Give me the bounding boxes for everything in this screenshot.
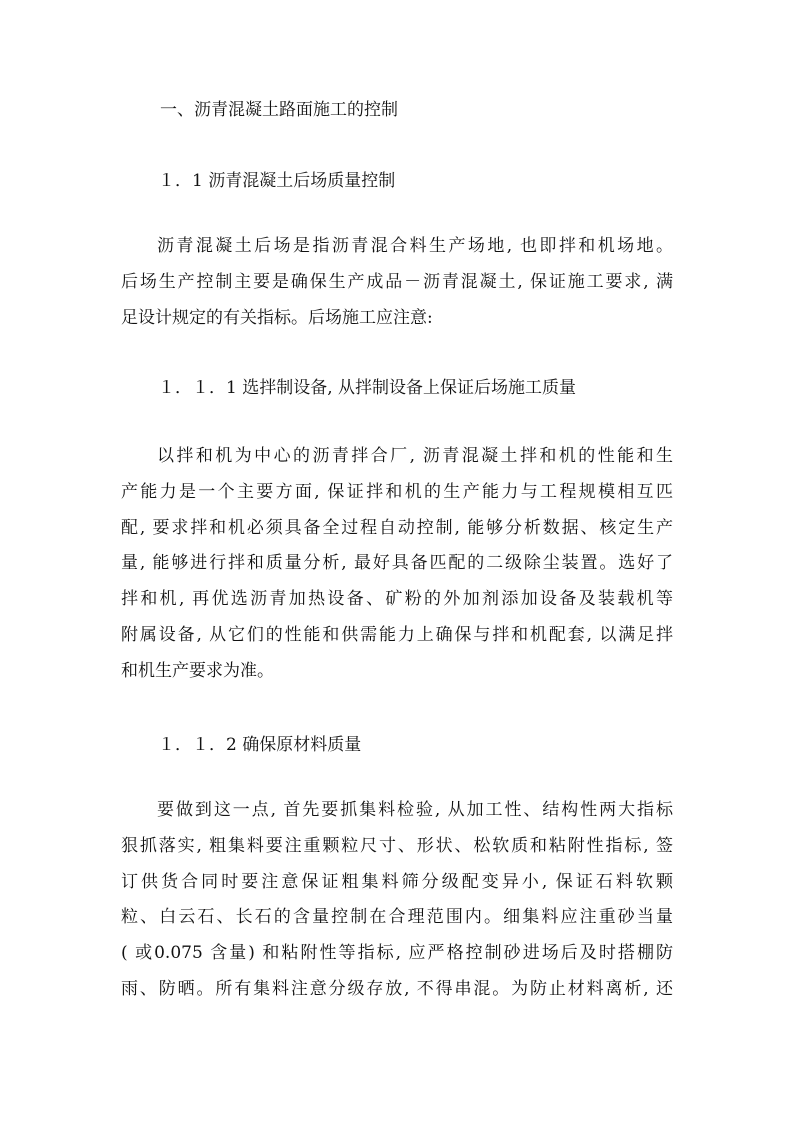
paragraph-line: 足设计规定的有关指标。后场施工应注意:: [121, 307, 433, 328]
subsection-heading: １．1 沥青混凝土后场质量控制: [158, 171, 396, 191]
paragraph-line: 订供货合同时要注意保证粗集料筛分级配变异小, 保证石料软颗: [121, 871, 673, 892]
paragraph-line: 沥青混凝土后场是指沥青混合料生产场地, 也即拌和机场地。: [157, 236, 673, 256]
paragraph-line: 拌和机, 再优选沥青加热设备、矿粉的外加剂添加设备及装载机等: [121, 589, 673, 610]
paragraph-line: 粒、白云石、长石的含量控制在合理范围内。细集料应注重砂当量: [121, 907, 673, 928]
paragraph-raw-materials: [121, 793, 673, 1008]
paragraph-line: 附属设备, 从它们的性能和供需能力上确保与拌和机配套, 以满足拌: [121, 624, 673, 645]
section-heading: 一、沥青混凝土路面施工的控制: [160, 100, 398, 120]
paragraph-line: ( 或0.075 含量) 和粘附性等指标, 应严格控制砂进场后及时搭棚防: [121, 943, 673, 964]
paragraph-line: 后场生产控制主要是确保生产成品－沥青混凝土, 保证施工要求, 满: [121, 271, 673, 292]
paragraph-line: 配, 要求拌和机必须具备全过程自动控制, 能够分析数据、核定生产: [121, 517, 673, 538]
paragraph-line: 以拌和机为中心的沥青拌合厂, 沥青混凝土拌和机的性能和生: [157, 446, 673, 466]
paragraph-line: 量, 能够进行拌和质量分析, 最好具备匹配的二级除尘装置。选好了: [121, 553, 673, 574]
paragraph-line: 雨、防晒。所有集料注意分级存放, 不得串混。为防止材料离析, 还: [121, 978, 673, 999]
paragraph-line: 和机生产要求为准。: [121, 660, 274, 681]
paragraph-mixing-equipment: [121, 439, 673, 690]
paragraph-line: 狠抓落实, 粗集料要注重颗粒尺寸、形状、松软质和粘附性指标, 签: [121, 835, 673, 856]
paragraph-backyard-definition: [121, 229, 673, 336]
paragraph-line: 要做到这一点, 首先要抓集料检验, 从加工性、结构性两大指标: [157, 800, 673, 820]
paragraph-line: 产能力是一个主要方面, 保证拌和机的生产能力与工程规模相互匹: [121, 481, 673, 502]
subsubsection-heading-equipment: １．１．1 选拌制设备, 从拌制设备上保证后场施工质量: [158, 378, 577, 398]
subsubsection-heading-materials: １．１．2 确保原材料质量: [158, 735, 362, 755]
